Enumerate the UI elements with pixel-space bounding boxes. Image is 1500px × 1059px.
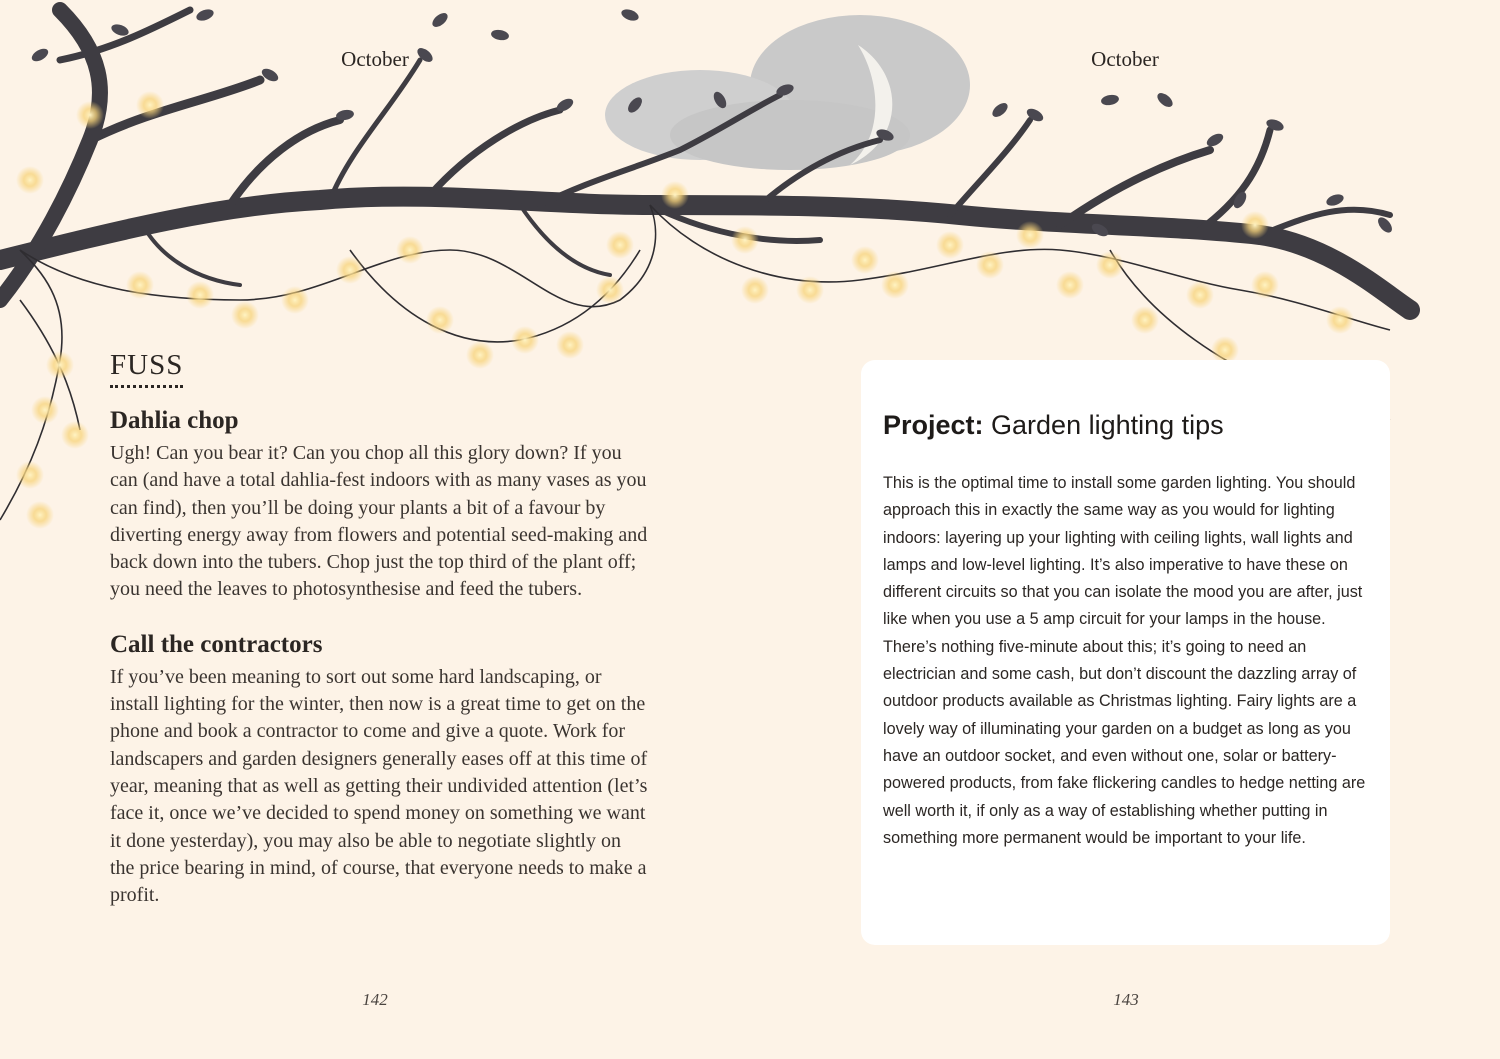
article-heading: Call the contractors bbox=[110, 630, 323, 658]
article-body: If you’ve been meaning to sort out some hard landscaping, or install lighting for the winter, then now is a great time to get on the phone and book a contractor to come and give a quote. Work for landscapers and garden designers generally eases off at this time of year, meaning that as well as getting their undivided attention (let’s face it, once we’ve decided to spend money on something we want it done yesterday), you may also be able to negotiate slightly on the price bearing in mind, of course, that everyone needs to make a profit. bbox=[110, 665, 648, 907]
running-head-left: October bbox=[341, 47, 409, 71]
article-body: Ugh! Can you bear it? Can you chop all this glory down? If you can (and have a total dahlia-fest indoors with as many vases as you can find), then you’ll be doing your plants a bit of a favour by diverting energy away from flowers and potential seed-making and back down into the tubers. Chop just the top third of the plant off; you need the leaves to photosynthesise and feed the tubers. bbox=[110, 442, 648, 601]
project-title-text: Garden lighting tips bbox=[983, 410, 1224, 440]
left-page-content bbox=[110, 348, 650, 909]
project-card-title bbox=[883, 408, 1373, 442]
article-dahlia-chop bbox=[110, 406, 650, 604]
project-title-lead: Project: bbox=[883, 410, 984, 440]
article-call-the-contractors bbox=[110, 630, 650, 910]
project-card bbox=[861, 360, 1390, 945]
page-number-left: 142 bbox=[362, 990, 388, 1009]
running-head-right: October bbox=[1091, 47, 1159, 71]
article-heading: Dahlia chop bbox=[110, 407, 239, 434]
page-number-right: 143 bbox=[1113, 990, 1139, 1009]
project-card-body: This is the optimal time to install some garden lighting. You should approach this in exactly the same way as you would for lighting indoors: layering up your lighting with ceiling lights, wall lights and lamps and low-level lighting. It’s also imperative to have these on different circuits so that you can isolate the mood you are after, just like when you use a 5 amp circuit for your lamps in the house. There’s nothing five-minute about this; it’s going to need an electrician and some cash, but don’t discount the dazzling array of outdoor products available as Christmas lighting. Fairy lights are a lovely way of illuminating your garden on a budget as long as you have an outdoor socket, and even without one, solar or battery-powered products, from fake flickering candles to hedge netting are well worth it, if only as a way of establishing whether putting in something more permanent would be important to your life. bbox=[883, 474, 1366, 847]
section-label: FUSS bbox=[110, 348, 183, 388]
